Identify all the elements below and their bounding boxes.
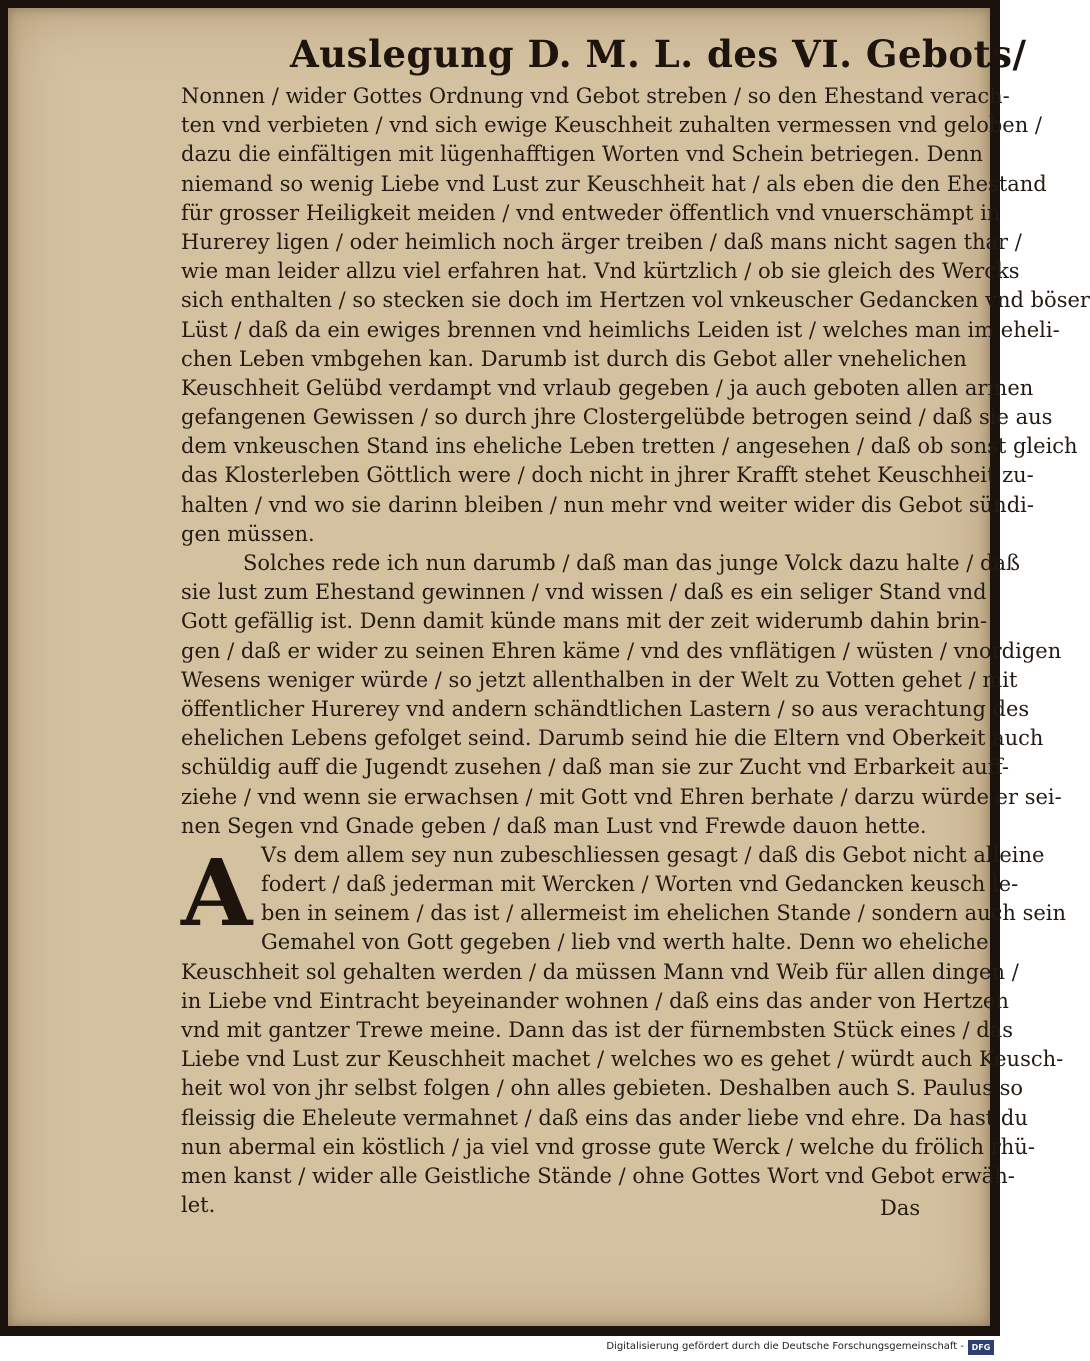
text-line: Wesens weniger würde / so jetzt allenthalben in der Welt zu Votten gehet / mit xyxy=(181,667,1018,692)
text-line: Keuschheit Gelübd verdampt vnd vrlaub gegeben / ja auch geboten allen armen xyxy=(181,375,1034,400)
footer-bar xyxy=(0,1336,1000,1361)
text-line: Vs dem allem sey nun zubeschliessen gesagt / daß dis Gebot nicht alleine xyxy=(261,842,1045,867)
text-line: fleissig die Eheleute vermahnet / daß eins das ander liebe vnd ehre. Da hast du xyxy=(181,1105,1028,1130)
text-line: für grosser Heiligkeit meiden / vnd entweder öffentlich vnd vnuerschämpt in xyxy=(181,200,1001,225)
text-line: Gott gefällig ist. Denn damit künde mans mit der zeit widerumb dahin brin- xyxy=(181,609,988,634)
text-line: in Liebe vnd Eintracht beyeinander wohnen / daß eins das ander von Hertzen xyxy=(181,988,1009,1013)
text-line: men kanst / wider alle Geistliche Stände / ohne Gottes Wort vnd Gebot erwäh- xyxy=(181,1163,1015,1188)
text-line: Keuschheit sol gehalten werden / da müssen Mann vnd Weib für allen dingen / xyxy=(181,959,1019,984)
text-line: ten vnd verbieten / vnd sich ewige Keuschheit zuhalten vermessen vnd geloben / xyxy=(181,113,1043,138)
dfg-logo: DFG xyxy=(968,1340,994,1355)
text-line: fodert / daß jederman mit Wercken / Worten vnd Gedancken keusch le- xyxy=(261,872,1019,897)
text-line: niemand so wenig Liebe vnd Lust zur Keuschheit hat / als eben die den Ehestand xyxy=(181,171,1047,196)
text-line: Solches rede ich nun darumb / daß man das junge Volck dazu halte / daß xyxy=(243,551,1021,575)
body-text xyxy=(181,82,1090,1220)
text-line: schüldig auff die Jugendt zusehen / daß man sie zur Zucht vnd Erbarkeit auff- xyxy=(181,755,1009,780)
text-line: gefangenen Gewissen / so durch jhre Clostergelübde betrogen seind / daß sie aus xyxy=(181,405,1053,430)
text-line: nen Segen vnd Gnade geben / daß man Lust vnd Frewde dauon hette. xyxy=(181,813,927,838)
text-line: halten / vnd wo sie darinn bleiben / nun mehr vnd weiter wider dis Gebot sündi- xyxy=(181,492,1034,517)
text-line: wie man leider allzu viel erfahren hat. Vnd kürtzlich / ob sie gleich des Wercks xyxy=(181,259,1020,284)
text-line: dem vnkeuschen Stand ins eheliche Leben tretten / angesehen / daß ob sonst gleich xyxy=(181,434,1078,459)
catchword: Das xyxy=(880,1196,921,1220)
text-line: Nonnen / wider Gottes Ordnung vnd Gebot streben / so den Ehestand verach- xyxy=(181,84,1010,108)
text-line: chen Leben vmbgehen kan. Darumb ist durch dis Gebot aller vnehelichen xyxy=(181,346,967,371)
text-line: let. xyxy=(181,1193,216,1218)
text-line: gen / daß er wider zu seinen Ehren käme / vnd des vnflätigen / wüsten / vnordigen xyxy=(181,638,1062,663)
text-line: Liebe vnd Lust zur Keuschheit machet / welches wo es gehet / würdt auch Keusch- xyxy=(181,1047,1064,1072)
funding-credit: Digitalisierung gefördert durch die Deutsche Forschungsgemeinschaft - xyxy=(606,1341,964,1352)
text-line: Lüst / daß da ein ewiges brennen vnd heimlichs Leiden ist / welches man im eheli- xyxy=(181,317,1060,342)
text-line: Hurerey ligen / oder heimlich noch ärger treiben / daß mans nicht sagen thar / xyxy=(181,229,1022,254)
text-line: ziehe / vnd wenn sie erwachsen / mit Gott vnd Ehren berhate / darzu würde er sei- xyxy=(181,784,1062,809)
text-line: Gemahel von Gott gegeben / lieb vnd werth halte. Denn wo eheliche xyxy=(261,930,989,955)
text-line: ben in seinem / das ist / allermeist im ehelichen Stande / sondern auch sein xyxy=(261,901,1067,926)
text-line: ehelichen Lebens gefolget seind. Darumb seind hie die Eltern vnd Oberkeit auch xyxy=(181,726,1044,751)
text-line: gen müssen. xyxy=(181,521,315,546)
text-line: nun abermal ein köstlich / ja viel vnd grosse gute Werck / welche du frölich rhü- xyxy=(181,1134,1035,1159)
text-line: sie lust zum Ehestand gewinnen / vnd wissen / daß es ein seliger Stand vnd xyxy=(181,580,987,605)
running-head: Auslegung D. M. L. des VI. Gebots/ xyxy=(290,32,1027,76)
text-line: dazu die einfältigen mit lügenhafftigen Worten vnd Schein betriegen. Denn xyxy=(181,142,983,167)
text-line: öffentlicher Hurerey vnd andern schändtlichen Lastern / so aus verachtung des xyxy=(181,696,1030,721)
text-line: heit wol von jhr selbst folgen / ohn alles gebieten. Deshalben auch S. Paulus so xyxy=(181,1076,1024,1101)
text-line: das Klosterleben Göttlich were / doch nicht in jhrer Krafft stehet Keuschheit zu- xyxy=(181,463,1034,488)
text-line: vnd mit gantzer Trewe meine. Dann das ist der fürnembsten Stück eines / das xyxy=(181,1018,1014,1042)
drop-initial: A xyxy=(181,839,253,947)
text-line: sich enthalten / so stecken sie doch im Hertzen vol vnkeuscher Gedancken vnd böser xyxy=(181,288,1090,313)
